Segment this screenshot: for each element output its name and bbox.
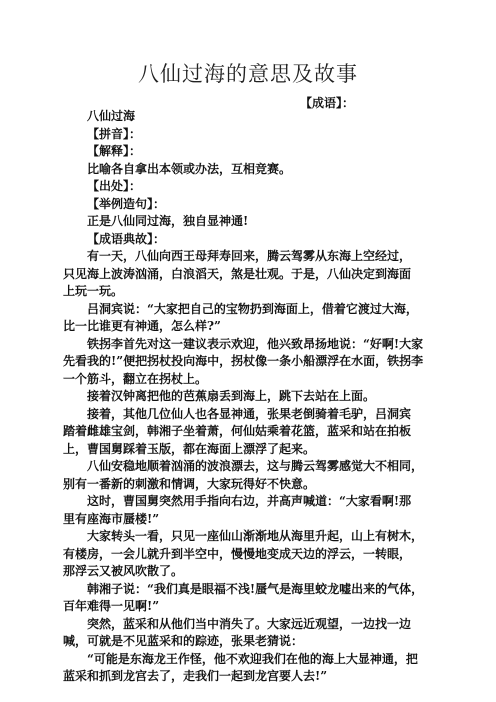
text-line: 【出处】：: [87, 179, 142, 193]
text-line: 铁拐李首先对这一建议表示欢迎，他兴致昂扬地说：“好啊!大家: [87, 336, 424, 351]
text-line: 里有座海市蜃楼!”: [63, 511, 160, 526]
text-line: 上，曹国舅踩着玉版，都在海面上漂浮了起来。: [63, 441, 316, 456]
text-line: 韩湘子说：“我们真是眼福不浅!蜃气是海里蛟龙嘘出来的气体，: [87, 581, 424, 596]
text-line: 接着，其他几位仙人也各显神通，张果老倒骑着毛驴，吕洞宾: [87, 406, 412, 421]
text-line: 这时，曹国舅突然用手指向右边，并高声喊道：“大家看啊!那: [87, 494, 412, 508]
text-line: 突然，蓝采和从他们当中消失了。大家远近观望，一边找一边: [87, 616, 412, 631]
chengyu-heading: 【成语】：: [300, 96, 355, 110]
text-line: 喊，可就是不见蓝采和的踪迹，张果老猜说：: [63, 634, 304, 648]
text-line: 先看我的!”便把拐杖投向海中，拐杖像一条小船漂浮在水面，铁拐李: [63, 354, 424, 368]
text-line: 大家转头一看，只见一座仙山渐渐地从海里升起，山上有树木，: [87, 529, 424, 543]
text-line: 【拼音】：: [87, 126, 142, 141]
text-line: 八仙过海: [87, 109, 136, 123]
text-line: 百年难得一见啊!”: [63, 599, 160, 613]
text-line: 那浮云又被风吹散了。: [63, 564, 184, 578]
text-line: 蓝采和抓到龙宫去了，走我们一起到龙宫要人去!”: [63, 669, 328, 683]
text-line: 接着汉钟离把他的芭蕉扇丢到海上，跳下去站在上面。: [87, 389, 376, 403]
text-line: 有一天，八仙向西王母拜寿回来，腾云驾雾从东海上空经过，: [87, 249, 412, 263]
text-line: 【举例造句】：: [87, 196, 166, 211]
text-line: 上玩一玩。: [63, 284, 124, 298]
text-line: 别有一番新的刺激和情调，大家玩得好不快意。: [63, 476, 316, 491]
text-line: 比喻各自拿出本领或办法，互相竞赛。: [87, 161, 292, 176]
text-line: 【成语典故】：: [87, 231, 166, 246]
text-line: 【解释】：: [87, 144, 142, 158]
text-line: 八仙安稳地顺着汹涌的波浪漂去，这与腾云驾雾感觉大不相同，: [87, 459, 424, 473]
text-line: 一个筋斗，翻立在拐杖上。: [63, 371, 208, 386]
page-title: 八仙过海的意思及故事: [138, 62, 358, 86]
text-line: 吕洞宾说：“大家把自己的宝物扔到海面上，借着它渡过大海，: [87, 301, 418, 316]
text-line: 只见海上波涛汹涌，白浪滔天，煞是壮观。于是，八仙决定到海面: [63, 266, 412, 281]
text-line: “可能是东海龙王作怪，他不欢迎我们在他的海上大显神通，把: [87, 651, 418, 666]
text-line: 正是八仙同过海，独自显神通!: [87, 214, 249, 228]
document-body: [63, 108, 435, 686]
text-line: 有楼房，一会儿就升到半空中，慢慢地变成天边的浮云，一转眼，: [63, 546, 412, 561]
text-line: 比一比谁更有神通，怎么样?”: [63, 319, 221, 333]
text-line: 踏着雌雄宝剑，韩湘子坐着萧，何仙姑乘着花篮，蓝采和站在拍板: [63, 424, 412, 438]
